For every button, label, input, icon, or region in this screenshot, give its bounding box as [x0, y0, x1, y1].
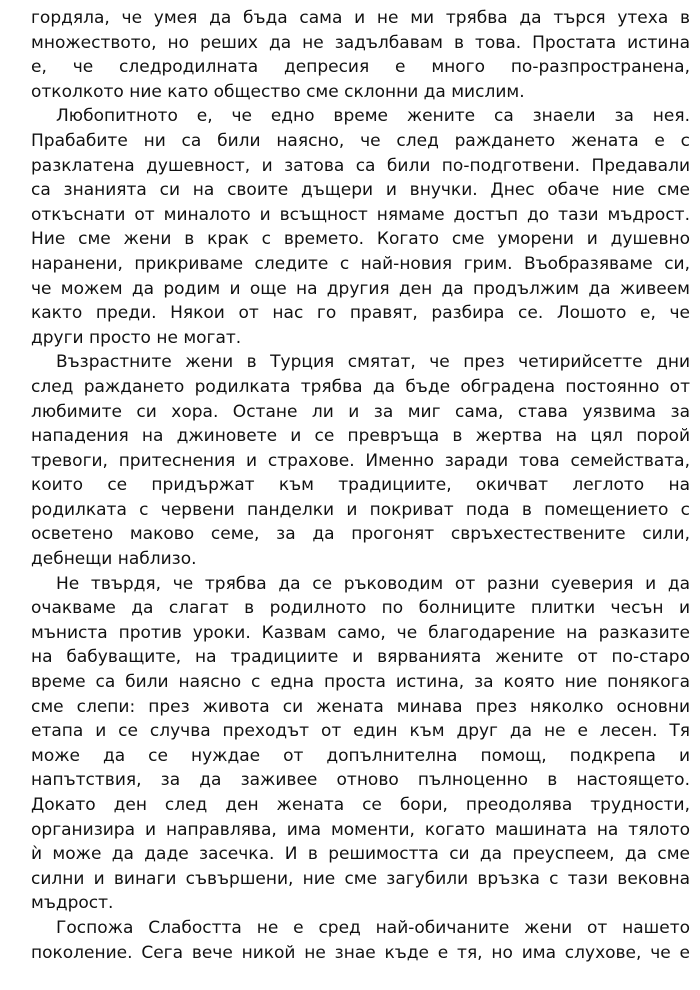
- text-line: е, че следродилната депресия е много по-разпространена,: [31, 57, 690, 78]
- body-text: [31, 6, 690, 965]
- text-line: че можем да родим и още на другия ден да продължим да живеем: [31, 278, 690, 299]
- text-line: поколение. Сега вече никой не знае къде е тя, но има слухове, че е: [31, 942, 690, 963]
- text-line: сме слепи: през живота си жената минава през няколко основни: [31, 696, 690, 717]
- paragraph: [31, 572, 690, 916]
- text-line: разклатена душевност, и затова са били по-подготвени. Предавали: [31, 155, 690, 176]
- paragraph: [31, 350, 690, 571]
- text-line: дебнещи наблизо.: [31, 549, 197, 570]
- text-line: мъдрост.: [31, 893, 114, 914]
- text-line: напътствия, за да заживее отново пълноценно в настоящето.: [31, 770, 690, 791]
- text-line: Любопитното е, че едно време жените са знаели за нея.: [56, 106, 690, 127]
- text-line: ѝ може да даде засечка. И в решимостта си да преуспеем, да сме: [31, 844, 690, 865]
- text-line: други просто не могат.: [31, 327, 242, 348]
- text-line: очакваме да слагат в родилното по болниците плитки чесън и: [31, 598, 690, 619]
- text-line: след раждането родилката трябва да бъде обградена постоянно от: [31, 376, 690, 397]
- text-line: нападения на джиновете и се превръща в жертва на цял порой: [31, 426, 690, 447]
- text-line: Докато ден след ден жената се бори, преодолява трудности,: [31, 795, 690, 815]
- text-line: на бабуващите, на традициите и вярванията жените от по-старо: [31, 647, 690, 668]
- text-line: Ние сме жени в крак с времето. Когато сме уморени и душевно: [31, 229, 690, 250]
- text-line: любимите си хора. Остане ли и за миг сама, става уязвима за: [31, 401, 690, 422]
- text-line: мъниста против уроки. Казвам само, че благодарение на разказите: [31, 622, 690, 643]
- paragraph: [31, 916, 690, 965]
- text-line: родилката с червени панделки и покриват пода в помещението с: [31, 499, 690, 520]
- text-line: етапа и се случва преходът от един към друг да не е лесен. Тя: [31, 721, 690, 742]
- text-line: които се придържат към традициите, окичват леглото на: [31, 475, 690, 496]
- text-line: Не твърдя, че трябва да се ръководим от разни суеверия и да: [56, 573, 690, 594]
- text-line: силни и винаги съвършени, ние сме загубили връзка с тази вековна: [31, 868, 690, 889]
- text-line: наранени, прикриваме следите с най-новия грим. Въобразяваме си,: [31, 253, 690, 274]
- text-line: може да се нуждае от допълнителна помощ, подкрепа и: [31, 745, 690, 766]
- text-line: Прабабите ни са били наясно, че след раждането жената е с: [31, 130, 690, 151]
- paragraph: [31, 6, 690, 104]
- text-line: Госпожа Слабостта не е сред най-обичаните жени от нашето: [56, 917, 690, 938]
- text-line: Възрастните жени в Турция смятат, че през четирийсетте дни: [56, 352, 690, 373]
- text-line: както преди. Някои от нас го правят, разбира се. Лошото е, че: [31, 303, 690, 324]
- text-line: организира и направлява, има моменти, когато машината на тялото: [31, 819, 690, 840]
- text-line: осветено маково семе, за да прогонят свръхестествените сили,: [31, 524, 690, 545]
- text-line: откъснати от миналото и всъщност нямаме достъп до тази мъдрост.: [31, 204, 690, 225]
- text-line: отколкото ние като общество сме склонни да мислим.: [31, 81, 525, 102]
- text-line: са знанията си на своите дъщери и внучки. Днес обаче ние сме: [31, 180, 690, 201]
- text-line: време са били наясно с една проста истина, за която ние понякога: [31, 672, 690, 693]
- text-line: множеството, но реших да не задълбавам в това. Простата истина: [31, 32, 690, 53]
- text-line: гордяла, че умея да бъда сама и не ми трябва да търся утеха в: [31, 8, 690, 28]
- text-line: тревоги, притеснения и страхове. Именно заради това семействата,: [31, 450, 690, 471]
- paragraph: [31, 104, 690, 350]
